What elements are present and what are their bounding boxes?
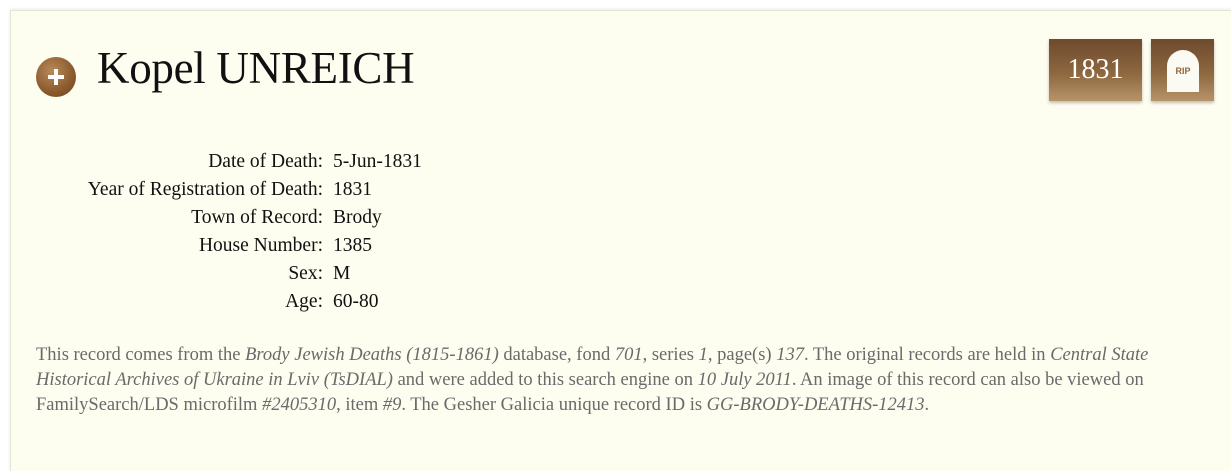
field-row-date-of-death [33,148,422,176]
field-label: House Number: [198,235,323,256]
source-text: database, fond [498,345,615,365]
field-row-year-of-registration [33,176,422,204]
source-text: . An image of this record can also be viewed on FamilySearch/LDS microfilm [36,370,1144,415]
source-text: This record comes from the [36,345,246,365]
field-label: Year of Registration of Death: [87,179,323,200]
source-text: , series [642,345,699,365]
source-text: and were added to this search engine on [392,370,698,390]
field-value: Brody [333,207,382,228]
field-value: 1831 [333,179,372,200]
source-citation [36,343,1221,418]
field-row-sex [33,260,422,288]
record-card [10,10,1231,471]
field-label: Sex: [288,263,323,284]
source-item: #9 [382,395,402,415]
source-date-added: 10 July 2011 [697,370,792,390]
source-fond: 701 [614,345,643,365]
source-text: . The original records are held in [803,345,1051,365]
record-name: Kopel UNREICH [97,43,415,93]
source-database: Brody Jewish Deaths (1815-1861) [245,345,499,365]
rip-badge[interactable] [1151,39,1214,101]
plus-icon [46,67,66,87]
source-microfilm: #2405310 [262,395,337,415]
field-value: 5-Jun-1831 [333,151,422,172]
source-text: , page(s) [707,345,777,365]
source-record-id: GG-BRODY-DEATHS-12413 [706,395,925,415]
field-value: 60-80 [333,291,379,312]
field-row-age [33,288,422,316]
source-text: , item [336,395,383,415]
source-text: . The Gesher Galicia unique record ID is [401,395,707,415]
record-fields [33,148,422,316]
year-badge[interactable]: 1831 [1049,39,1142,101]
rip-label: RIP [1174,66,1191,76]
field-label: Date of Death: [208,151,323,172]
source-text: . [924,395,930,415]
field-row-town [33,204,422,232]
field-value: M [333,263,351,284]
field-row-house-number [33,232,422,260]
field-value: 1385 [333,235,372,256]
source-pages: 137 [776,345,804,365]
field-label: Age: [285,291,323,312]
expand-button[interactable] [36,57,76,97]
source-archive: Central State Historical Archives of Ukraine in Lviv (TsDIAL) [36,345,1149,390]
source-series: 1 [698,345,708,365]
tombstone-icon [1163,48,1203,92]
field-label: Town of Record: [191,207,323,228]
